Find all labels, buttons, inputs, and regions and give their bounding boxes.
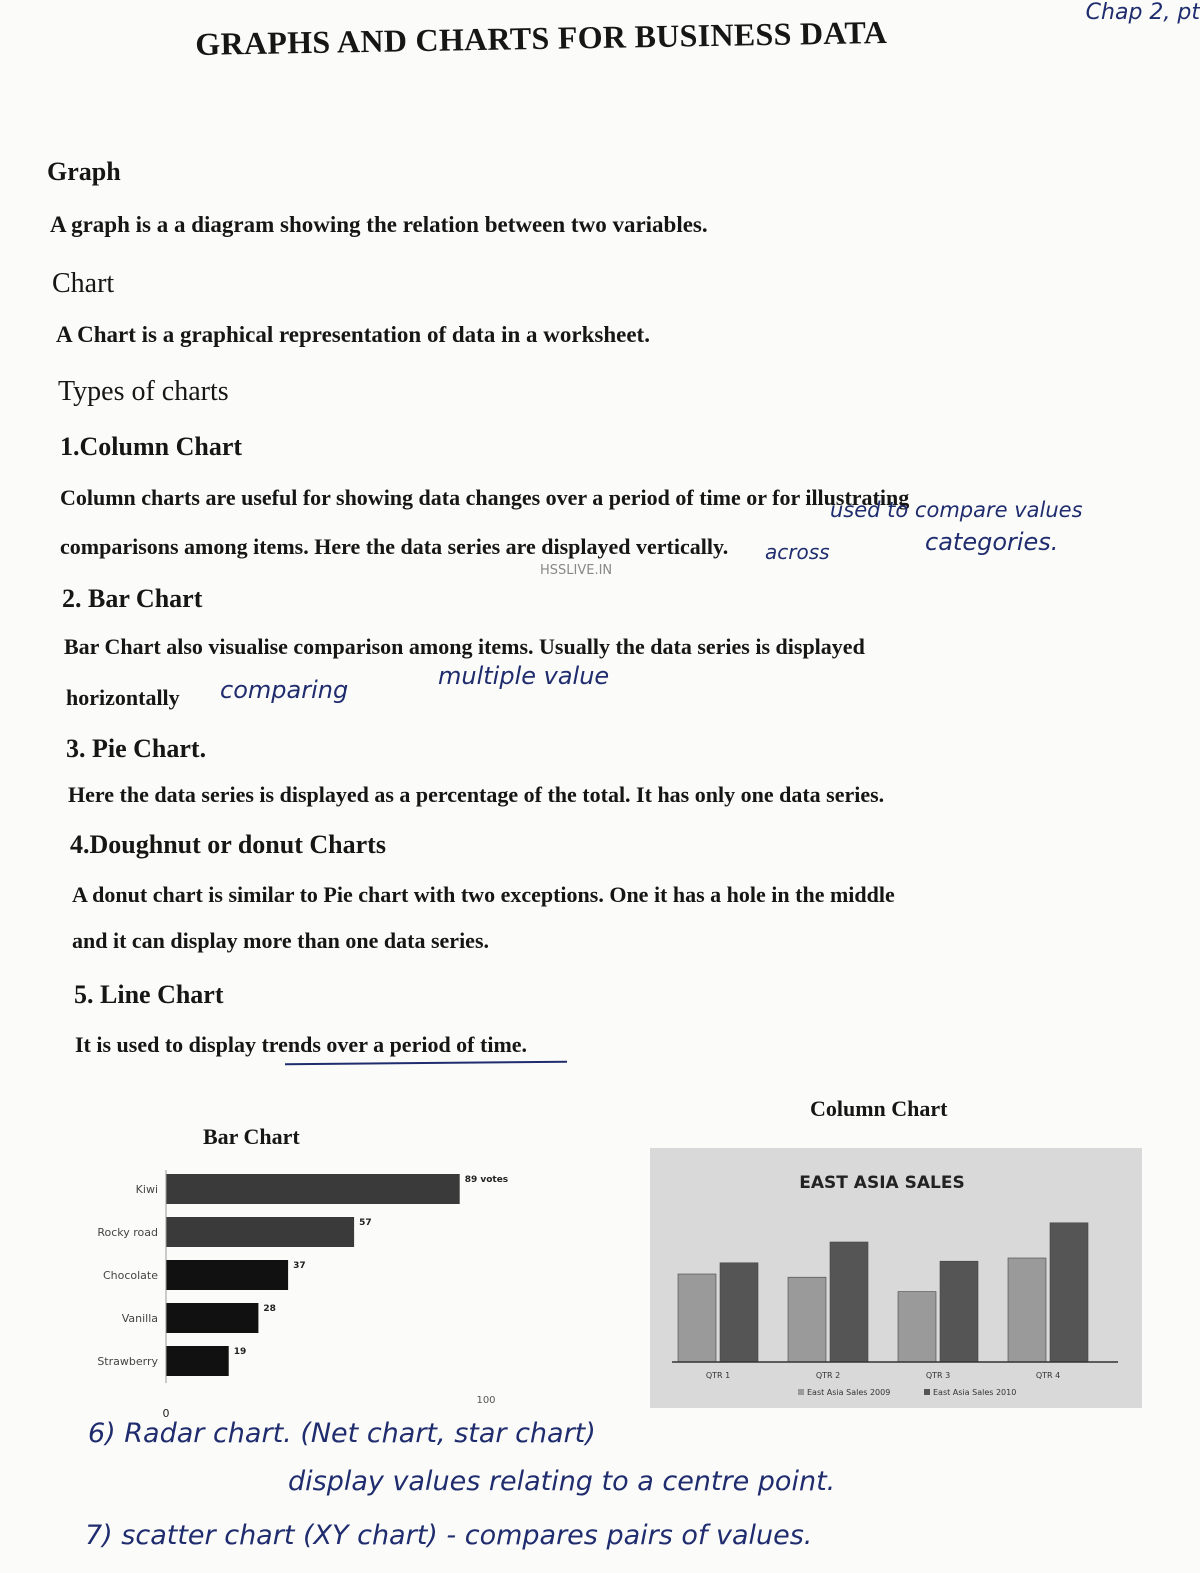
bar-tick-label: 0 bbox=[162, 1407, 170, 1420]
watermark: HSSLIVE.IN bbox=[540, 563, 613, 578]
pie-chart-heading: 3. Pie Chart. bbox=[66, 734, 207, 763]
column-note-categories: categories. bbox=[925, 528, 1059, 556]
bar-data-label: 19 bbox=[233, 1347, 247, 1357]
bar-tick-label: 100 bbox=[476, 1395, 496, 1406]
donut-chart-text-2: and it can display more than one data series. bbox=[72, 928, 490, 953]
column-note-across: across bbox=[765, 540, 830, 564]
donut-chart-text-1: A donut chart is similar to Pie chart with two exceptions. One it has a hole in the middle bbox=[72, 882, 895, 907]
column-bar-qtr-1-s1 bbox=[678, 1274, 716, 1362]
column-chart-subtitle: EAST ASIA SALES bbox=[799, 1173, 965, 1193]
bar-rocky-road bbox=[166, 1217, 354, 1247]
bar-data-label: 89 votes bbox=[464, 1175, 509, 1185]
page-title: GRAPHS AND CHARTS FOR BUSINESS DATA bbox=[195, 13, 888, 62]
line-chart-heading: 5. Line Chart bbox=[74, 980, 224, 1009]
bar-note-comparing: comparing bbox=[220, 676, 349, 704]
bar-category-label: Vanilla bbox=[121, 1312, 158, 1325]
bar-category-label: Rocky road bbox=[97, 1226, 158, 1239]
bar-category-label: Chocolate bbox=[102, 1269, 158, 1282]
bar-note-multiple: multiple value bbox=[438, 662, 610, 690]
bar-category-label: Strawberry bbox=[97, 1355, 158, 1368]
chart-definition: A Chart is a graphical representation of data in a worksheet. bbox=[56, 322, 650, 347]
radar-chart-note: 6) Radar chart. (Net chart, star chart) bbox=[88, 1418, 596, 1449]
bar-category-label: Kiwi bbox=[135, 1183, 158, 1196]
column-bar-qtr-2-s1 bbox=[788, 1277, 826, 1362]
bar-chocolate bbox=[166, 1260, 288, 1290]
bar-chart-text-2: horizontally bbox=[66, 685, 180, 710]
column-category-label: QTR 2 bbox=[815, 1371, 841, 1380]
column-category-label: QTR 1 bbox=[705, 1371, 731, 1380]
bar-data-label: 57 bbox=[359, 1218, 372, 1228]
column-bar-qtr-1-s2 bbox=[720, 1263, 758, 1362]
line-chart-text: It is used to display trends over a period of time. bbox=[75, 1032, 528, 1057]
column-category-label: QTR 4 bbox=[1035, 1371, 1061, 1380]
graph-definition: A graph is a a diagram showing the relation between two variables. bbox=[50, 212, 708, 237]
column-chart-text-1: Column charts are useful for showing data changes over a period of time or for illustrating bbox=[60, 485, 910, 510]
donut-chart-heading: 4.Doughnut or donut Charts bbox=[70, 830, 386, 859]
legend-label: East Asia Sales 2009 bbox=[807, 1388, 891, 1397]
bar-chart-title: Bar Chart bbox=[203, 1124, 300, 1149]
bar-data-label: 28 bbox=[263, 1304, 276, 1314]
column-category-label: QTR 3 bbox=[925, 1371, 951, 1380]
column-chart-title: Column Chart bbox=[810, 1096, 948, 1121]
legend-swatch bbox=[798, 1389, 804, 1395]
radar-chart-description: display values relating to a centre point. bbox=[288, 1466, 836, 1497]
scatter-chart-note: 7) scatter chart (XY chart) - compares pairs of values. bbox=[85, 1520, 813, 1551]
chart-heading: Chart bbox=[52, 268, 115, 299]
types-heading: Types of charts bbox=[58, 376, 229, 407]
column-chart-text-2: comparisons among items. Here the data series are displayed vertically. bbox=[60, 534, 729, 559]
column-bar-qtr-4-s2 bbox=[1050, 1223, 1088, 1362]
column-bar-qtr-4-s1 bbox=[1008, 1258, 1046, 1362]
bar-vanilla bbox=[166, 1303, 258, 1333]
legend-swatch bbox=[924, 1389, 930, 1395]
bar-data-label: 37 bbox=[293, 1261, 306, 1271]
column-chart-heading: 1.Column Chart bbox=[60, 432, 243, 461]
bar-kiwi bbox=[166, 1174, 460, 1204]
column-chart-figure bbox=[650, 1148, 1142, 1408]
bar-chart-heading: 2. Bar Chart bbox=[62, 584, 203, 613]
pie-chart-text: Here the data series is displayed as a percentage of the total. It has only one data series. bbox=[68, 782, 885, 807]
legend-label: East Asia Sales 2010 bbox=[933, 1388, 1017, 1397]
column-note-compare: used to compare values bbox=[830, 498, 1083, 522]
column-bar-qtr-2-s2 bbox=[830, 1242, 868, 1362]
bar-chart-text-1: Bar Chart also visualise comparison among items. Usually the data series is displayed bbox=[64, 634, 865, 659]
column-bar-qtr-3-s2 bbox=[940, 1261, 978, 1362]
graph-heading: Graph bbox=[47, 157, 121, 186]
bar-chart-figure bbox=[80, 1160, 560, 1420]
corner-scrawl: Chap 2, pt bbox=[1085, 0, 1200, 25]
underline-mark bbox=[285, 1061, 567, 1065]
column-bar-qtr-3-s1 bbox=[898, 1292, 936, 1362]
bar-strawberry bbox=[166, 1346, 229, 1376]
